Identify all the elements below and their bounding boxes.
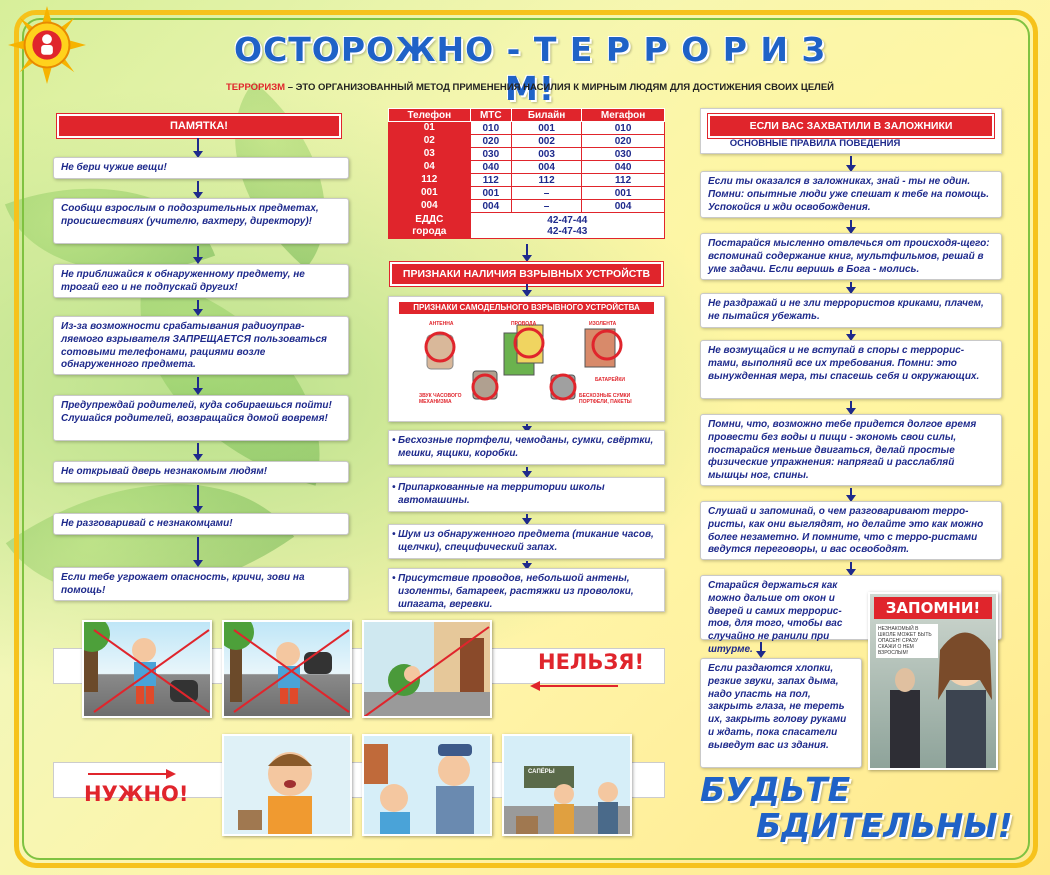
arrow-right-icon xyxy=(86,768,176,780)
table-cell: 020 xyxy=(582,135,665,148)
child-lifting-bag-drawing xyxy=(224,622,352,718)
flow-arrow xyxy=(526,424,528,427)
table-cell: 004 xyxy=(470,200,511,213)
remember-sign: НЕЗНАКОМЫЙ В ШКОЛЕ МОЖЕТ БЫТЬ ОПАСЕН! СРАЗУ СКАЖИ О НЕМ ВЗРОСЛЫМ! xyxy=(876,624,938,658)
memo-item: Сообщи взрослым о подозрительных предметах, происшествиях (учителю, вахтеру, директору)! xyxy=(53,198,349,244)
flow-arrow xyxy=(526,467,528,472)
label-tape: ИЗОЛЕНТА xyxy=(589,321,617,327)
edds-value xyxy=(470,213,664,239)
table-row xyxy=(389,187,665,200)
flow-arrow xyxy=(197,443,199,455)
forbidden-label: НЕЛЬЗЯ! xyxy=(538,650,645,674)
poster-subtitle xyxy=(150,82,910,93)
table-cell: 01 xyxy=(389,122,471,135)
hostage-item: Помни, что, возможно тебе придется долгое время провести без воды и пищи - экономь свои силы, постарайся меньше двигаться, делай простые физические упражнения: напрягай и расслабляй мышцы ног, спины. xyxy=(700,414,1002,486)
term-definition: – ЭТО ОРГАНИЗОВАННЫЙ МЕТОД ПРИМЕНЕНИЯ НАСИЛИЯ К МИРНЫМ ЛЮДЯМ ДЛЯ ДОСТИЖЕНИЯ СВОИХ ЦЕЛЕЙ xyxy=(285,82,835,93)
label-bags: БЕСХОЗНЫЕ СУМКИ ПОРТФЕЛИ, ПАКЕТЫ xyxy=(579,393,632,405)
flow-arrow xyxy=(197,485,199,507)
flow-arrow xyxy=(526,244,528,256)
hostage-item: Не возмущайся и не вступай в споры с террорис-тами, выполняй все их требования. Помни: это вынужденная мера, ты спасешь себя и окружающих. xyxy=(700,340,1002,399)
flow-arrow xyxy=(197,181,199,193)
flow-arrow xyxy=(197,138,199,152)
table-cell: – xyxy=(512,200,582,213)
hostage-item: Постарайся мысленно отвлечься от происходя-щего: вспоминай содержание книг, мультфильмов, решай в уме задачи. Если веришь в Бога - молись. xyxy=(700,233,1002,280)
arrow-left-icon xyxy=(530,680,620,692)
needed-picture-1 xyxy=(222,734,352,836)
slogan-line-2: БДИТЕЛЬНЫ! xyxy=(756,806,1013,845)
phone-col-header: Билайн xyxy=(512,109,582,122)
calling-police-drawing xyxy=(364,736,492,836)
table-cell: 004 xyxy=(512,161,582,174)
label-antenna: АНТЕННА xyxy=(429,321,454,327)
memo-item: Не бери чужие вещи! xyxy=(53,157,349,179)
flow-arrow xyxy=(197,537,199,561)
table-row xyxy=(389,161,665,174)
table-row xyxy=(389,174,665,187)
flow-arrow xyxy=(850,562,852,570)
memo-item: Не разговаривай с незнакомцами! xyxy=(53,513,349,535)
memo-item: Не открывай дверь незнакомым людям! xyxy=(53,461,349,483)
table-cell: – xyxy=(512,187,582,200)
table-cell: 003 xyxy=(512,148,582,161)
label-wires: ПРОВОДА xyxy=(511,321,537,327)
needed-picture-2 xyxy=(362,734,492,836)
term-label: ТЕРРОРИЗМ xyxy=(225,82,286,93)
sign-item: • Бесхозные портфели, чемоданы, сумки, свёртки, мешки, ящики, коробки. xyxy=(388,430,665,465)
table-cell: 030 xyxy=(470,148,511,161)
sappers-drawing xyxy=(504,736,632,836)
table-cell: 004 xyxy=(389,200,471,213)
edds-label-line: ЕДДС xyxy=(415,213,444,225)
poster-title: ОСТОРОЖНО - Т Е Р Р О Р И З М! xyxy=(234,30,826,108)
background-leaf xyxy=(103,274,357,485)
flow-arrow xyxy=(850,282,852,288)
flow-arrow xyxy=(197,300,199,310)
flow-arrow xyxy=(526,561,528,564)
label-clock: ЗВУК ЧАСОВОГО МЕХАНИЗМА xyxy=(419,393,462,405)
hostage-item: Не раздражай и не зли террористов криками, плачем, не пытайся убежать. xyxy=(700,293,1002,328)
sign-item: • Припаркованные на территории школы автомашины. xyxy=(388,477,665,512)
flow-arrow xyxy=(850,330,852,335)
table-cell: 112 xyxy=(582,174,665,187)
explosive-device-drawing xyxy=(389,317,662,421)
slogan-line-1: БУДЬТЕ xyxy=(700,770,851,809)
flow-arrow xyxy=(760,642,762,652)
flow-arrow xyxy=(850,488,852,496)
flow-arrow xyxy=(526,284,528,291)
hostage-item: Слушай и запоминай, о чем разговаривают терро-ристы, как они выглядят, но делайте это как можно более незаметно. И помните, что с терро-ристами ведутся переговоры, и вас освободят. xyxy=(700,501,1002,560)
table-cell: 112 xyxy=(389,174,471,187)
table-cell: 001 xyxy=(512,122,582,135)
edds-number: 42-47-43 xyxy=(547,225,588,237)
remember-banner: ЗАПОМНИ! xyxy=(874,597,992,619)
sappers-sign: САПЁРЫ xyxy=(528,769,555,775)
edds-number: 42-47-44 xyxy=(547,214,588,226)
boy-shouting-drawing xyxy=(224,736,352,836)
table-cell: 010 xyxy=(470,122,511,135)
table-row xyxy=(389,122,665,135)
edds-label-line: города xyxy=(412,225,447,237)
memo-item: Не приближайся к обнаруженному предмету, не трогай его и не подпускай других! xyxy=(53,264,349,298)
edds-label xyxy=(389,213,471,239)
flow-arrow xyxy=(197,377,199,389)
hostage-item: Старайся держаться как можно дальше от окон и дверей и самих террорис-тов, для того, чтобы вас случайно не ранили при штурме. xyxy=(700,575,1002,640)
flow-arrow xyxy=(850,401,852,409)
table-cell: 03 xyxy=(389,148,471,161)
sun-logo-icon xyxy=(8,6,86,84)
sign-item: • Шум из обнаруженного предмета (тикание часов, щелчки), специфический запах. xyxy=(388,524,665,559)
phone-col-header: Мегафон xyxy=(582,109,665,122)
table-cell: 02 xyxy=(389,135,471,148)
phone-col-header: Телефон xyxy=(389,109,471,122)
child-with-bag-drawing xyxy=(84,622,212,718)
memo-item: Предупреждай родителей, куда собираешься пойти! Слушайся родителей, возвращайся домой вовремя! xyxy=(53,395,349,441)
forbidden-picture-2 xyxy=(222,620,352,718)
illustration-title: ПРИЗНАКИ САМОДЕЛЬНОГО ВЗРЫВНОГО УСТРОЙСТВА xyxy=(399,302,654,314)
table-row xyxy=(389,148,665,161)
remember-poster xyxy=(868,592,998,770)
table-cell: 002 xyxy=(512,135,582,148)
table-cell: 004 xyxy=(582,200,665,213)
table-cell: 112 xyxy=(512,174,582,187)
table-cell: 04 xyxy=(389,161,471,174)
needed-picture-3 xyxy=(502,734,632,836)
table-cell: 001 xyxy=(389,187,471,200)
phone-col-header: МТС xyxy=(470,109,511,122)
stranger-at-door-drawing xyxy=(364,622,492,718)
hostage-item: Если раздаются хлопки, резкие звуки, запах дыма, надо упасть на пол, закрыть глаза, не тереть их, закрыть голову руками и ждать, пока спасатели выведут вас из здания. xyxy=(700,658,862,768)
girl-illustration xyxy=(870,620,998,770)
explosive-signs-illustration xyxy=(388,296,665,422)
flow-arrow xyxy=(850,220,852,228)
sign-item: • Присутствие проводов, небольшой антены, изоленты, батареек, растяжки из проволоки, шпагата, веревки. xyxy=(388,568,665,612)
flow-arrow xyxy=(197,246,199,258)
hostage-header: ЕСЛИ ВАС ЗАХВАТИЛИ В ЗАЛОЖНИКИ xyxy=(708,114,994,138)
table-cell: 001 xyxy=(470,187,511,200)
memo-item: Из-за возможности срабатывания радиоуправ-ляемого взрывателя ЗАПРЕЩАЕТСЯ пользоваться сотовыми телефонами, рациями возле обнаруженного предмета. xyxy=(53,316,349,375)
table-row xyxy=(389,200,665,213)
hostage-subheader: ОСНОВНЫЕ ПРАВИЛА ПОВЕДЕНИЯ xyxy=(729,138,901,149)
package-icon xyxy=(585,329,615,367)
hostage-item: Если ты оказался в заложниках, знай - ты не один. Помни: опытные люди уже спешат к тебе на помощь. Успокойся и жди освобождения. xyxy=(700,171,1002,218)
label-batteries: БАТАРЕЙКИ xyxy=(595,377,626,383)
table-cell: 010 xyxy=(582,122,665,135)
table-row xyxy=(389,213,665,239)
signs-header: ПРИЗНАКИ НАЛИЧИЯ ВЗРЫВНЫХ УСТРОЙСТВ xyxy=(390,262,663,286)
table-row xyxy=(389,135,665,148)
phone-table xyxy=(388,108,665,239)
table-cell: 020 xyxy=(470,135,511,148)
flow-arrow xyxy=(850,156,852,166)
table-cell: 040 xyxy=(582,161,665,174)
table-cell: 030 xyxy=(582,148,665,161)
memo-item: Если тебе угрожает опасность, кричи, зови на помощь! xyxy=(53,567,349,601)
table-cell: 040 xyxy=(470,161,511,174)
memo-header: ПАМЯТКА! xyxy=(57,114,341,138)
forbidden-picture-3 xyxy=(362,620,492,718)
needed-label: НУЖНО! xyxy=(84,782,189,806)
table-cell: 001 xyxy=(582,187,665,200)
table-cell: 112 xyxy=(470,174,511,187)
forbidden-picture-1 xyxy=(82,620,212,718)
can-icon xyxy=(427,335,453,369)
flow-arrow xyxy=(526,514,528,519)
